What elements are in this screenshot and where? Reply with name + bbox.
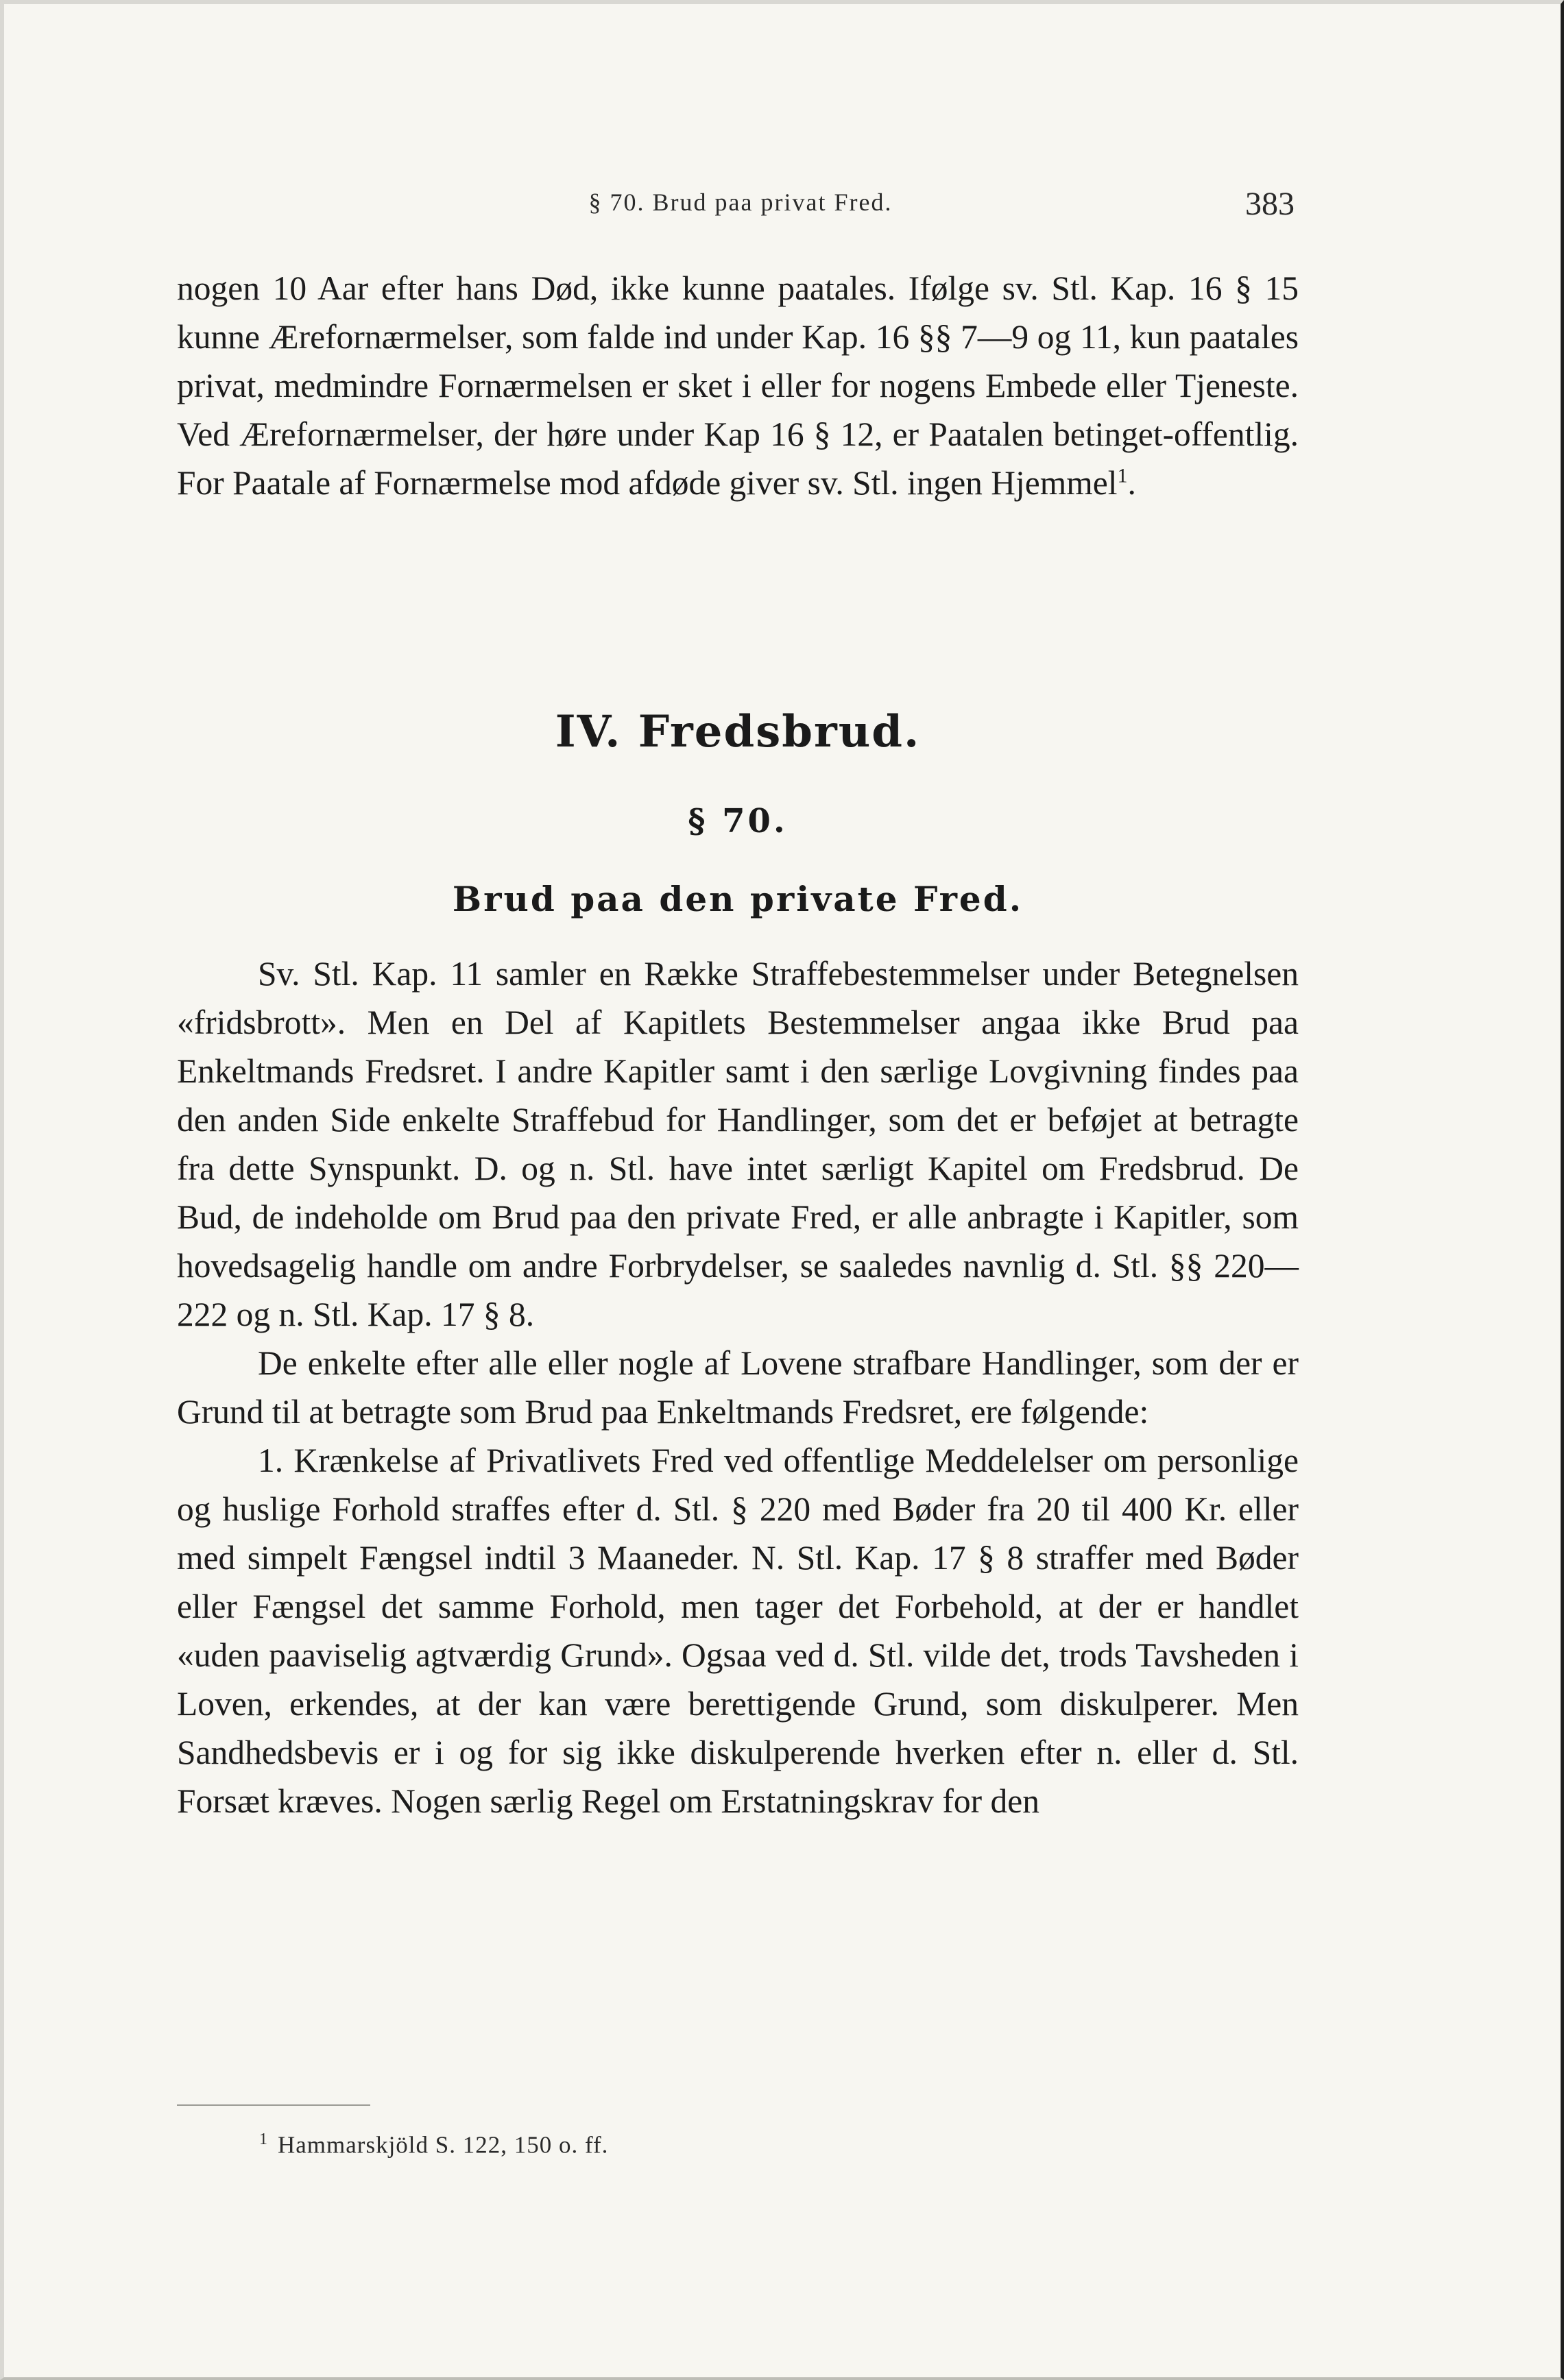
body-paragraph: Sv. Stl. Kap. 11 samler en Række Straffebestemmelser under Betegnelsen «fridsbrott». Men en Del af Kapitlets Bestemmelser angaa ikke Brud paa Enkeltmands Fredsret. I andre Kapitler samt i den særlige Lovgivning findes paa den anden Side enkelte Straffebud for Handlinger, som det er beføjet at betragte fra dette Synspunkt. D. og n. Stl. have intet særligt Kapitel om Fredsbrud. De Bud, de indeholde om Brud paa den private Fred, er alle anbragte i Kapitler, som hovedsagelig handle om andre Forbrydelser, se saaledes navnlig d. Stl. §§ 220—222 og n. Stl. Kap. 17 § 8. — [177, 955, 1299, 1333]
intro-paragraph-end: . — [1127, 464, 1136, 502]
section-number: § 70. — [688, 802, 788, 840]
footnote-text: Hammarskjöld S. 122, 150 o. ff. — [278, 2131, 609, 2159]
page-number: 383 — [1245, 186, 1295, 222]
footnote-divider — [177, 2104, 370, 2106]
section-title: Brud paa den private Fred. — [452, 879, 1024, 919]
intro-paragraph — [177, 264, 1299, 507]
running-title: § 70. Brud paa privat Fred. — [588, 189, 893, 216]
chapter-title: IV. Fredsbrud. — [555, 706, 921, 757]
body-paragraph: 1. Krænkelse af Privatlivets Fred ved offentlige Meddelelser om personlige og huslige Forhold straffes efter d. Stl. § 220 med Bøder fra 20 til 400 Kr. eller med simpelt Fængsel indtil 3 Maaneder. N. Stl. Kap. 17 § 8 straffer med Bøder eller Fængsel det samme Forhold, men tager det Forbehold, at der er handlet «uden paaviselig agtværdig Grund». Ogsaa ved d. Stl. vilde det, trods Tavsheden i Loven, erkendes, at der kan være berettigende Grund, som diskulperer. Men Sandhedsbevis er i og for sig ikke diskulperende hverken efter n. eller d. Stl. Forsæt kræves. Nogen særlig Regel om Erstatningskrav for den — [177, 1442, 1299, 1820]
intro-paragraph-text: nogen 10 Aar efter hans Død, ikke kunne paatales. Ifølge sv. Stl. Kap. 16 § 15 kunne Ærefornærmelser, som falde ind under Kap. 16 §§ 7—9 og 11, kun paatales privat, medmindre Fornærmelsen er sket i eller for nogens Embede eller Tjeneste. Ved Ærefornærmelser, der høre under Kap 16 § 12, er Paatalen betinget-offentlig. For Paatale af Fornærmelse mod afdøde giver sv. Stl. ingen Hjemmel — [177, 269, 1299, 502]
footnote-marker: 1 — [259, 2130, 268, 2148]
footnote — [259, 2130, 608, 2159]
body-text-block — [177, 949, 1299, 1825]
body-paragraph: De enkelte efter alle eller nogle af Lovene strafbare Handlinger, som der er Grund til at betragte som Brud paa Enkeltmands Fredsret, ere følgende: — [177, 1344, 1299, 1431]
running-head — [178, 185, 1303, 233]
intro-text-block — [177, 264, 1299, 507]
footnote-reference: 1 — [1117, 464, 1128, 487]
